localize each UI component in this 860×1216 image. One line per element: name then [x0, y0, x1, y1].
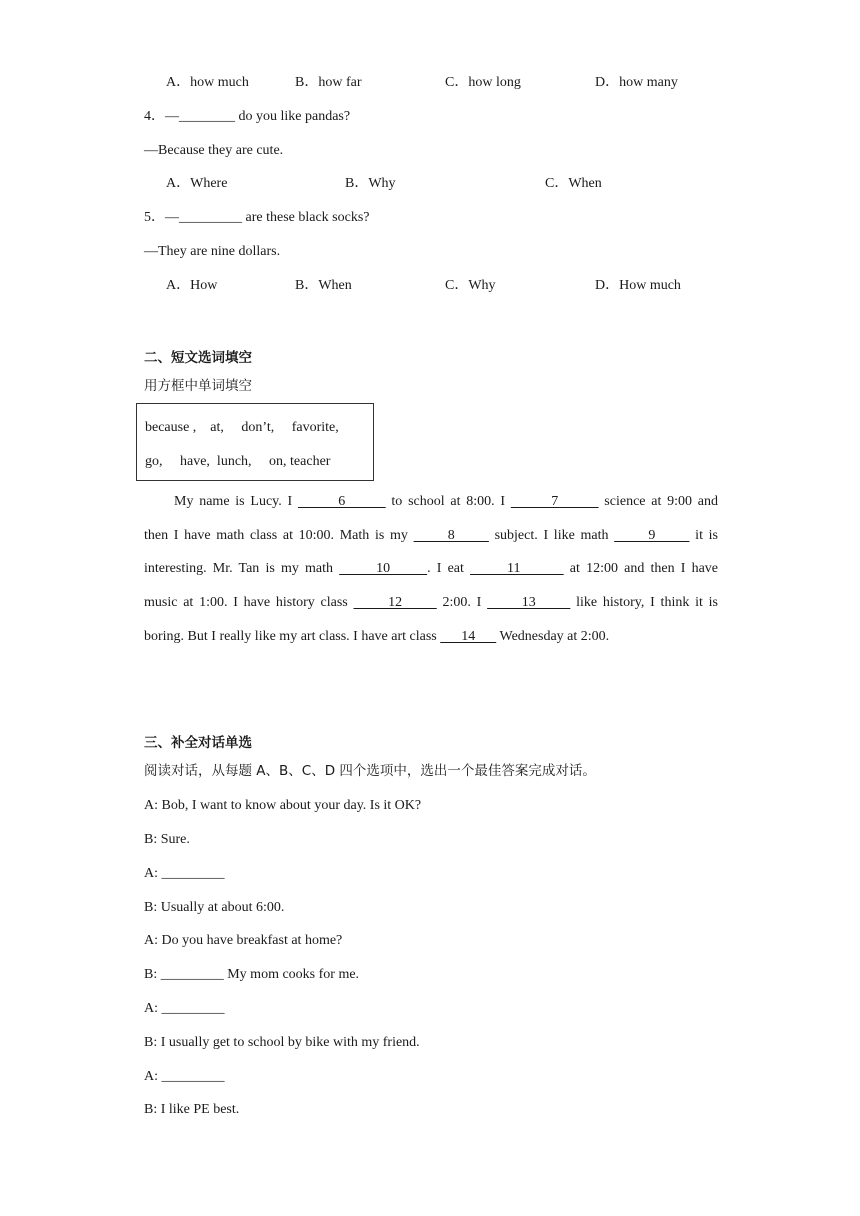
passage-text: it is — [689, 528, 718, 543]
q4-option-b[interactable]: B．Why — [345, 176, 396, 191]
passage-text: Wednesday at 2:00. — [496, 629, 610, 644]
blank-11[interactable]: 11 — [470, 561, 564, 576]
passage-text: at 12:00 and then I have — [563, 561, 719, 576]
q5-option-c[interactable]: C．Why — [445, 278, 496, 293]
q5-reply: —They are nine dollars. — [144, 244, 281, 259]
word-box-line-1: because , at, don’t, favorite, — [145, 420, 339, 435]
dialogue-line: A: Bob, I want to know about your day. Is it OK? — [144, 798, 422, 813]
blank-8[interactable]: 8 — [413, 528, 489, 543]
passage-text: science at 9:00 and — [598, 494, 719, 509]
passage-text: interesting. Mr. Tan is my math — [144, 561, 340, 576]
passage-text: 2:00. I — [436, 595, 488, 610]
section-3-instruction: 阅读对话，从每题 A、B、C、D 四个选项中，选出一个最佳答案完成对话。 — [144, 763, 596, 779]
blank-14[interactable]: 14 — [440, 629, 497, 644]
passage-text: then I have math class at 10:00. Math is my — [144, 528, 414, 543]
q5-option-a[interactable]: A．How — [166, 278, 218, 293]
passage-line-4 — [144, 594, 718, 612]
word-box — [136, 403, 374, 481]
word-box-line-2: go, have, lunch, on, teacher — [145, 454, 331, 469]
dialogue-line-blank[interactable]: A: _________ — [144, 1069, 225, 1084]
blank-10[interactable]: 10 — [339, 561, 428, 576]
q4-stem: 4．—________ do you like pandas? — [144, 109, 351, 124]
passage-text: to school at 8:00. I — [385, 494, 511, 509]
q3-option-a[interactable]: A．how much — [166, 75, 249, 90]
section-2-instruction: 用方框中单词填空 — [144, 378, 252, 394]
blank-6[interactable]: 6 — [297, 494, 386, 509]
passage-text: boring. But I really like my art class. I have art class — [144, 629, 441, 644]
q4-option-c[interactable]: C．When — [545, 176, 602, 191]
passage-line-1 — [144, 493, 718, 511]
q3-option-d[interactable]: D．how many — [595, 75, 678, 90]
blank-7[interactable]: 7 — [510, 494, 599, 509]
q5-option-b[interactable]: B．When — [295, 278, 352, 293]
passage-text: My name is Lucy. I — [174, 494, 298, 509]
dialogue-line: B: I usually get to school by bike with my friend. — [144, 1035, 420, 1050]
q4-option-a[interactable]: A．Where — [166, 176, 228, 191]
passage-text: like history, I think it is — [570, 595, 718, 610]
passage-line-5 — [144, 628, 718, 646]
dialogue-line-blank[interactable]: A: _________ — [144, 1001, 225, 1016]
dialogue-line: A: Do you have breakfast at home? — [144, 933, 343, 948]
passage-text: . I eat — [427, 561, 471, 576]
q3-option-c[interactable]: C．how long — [445, 75, 521, 90]
passage-line-3 — [144, 560, 718, 578]
blank-9[interactable]: 9 — [614, 528, 690, 543]
q3-option-b[interactable]: B．how far — [295, 75, 362, 90]
passage-text: subject. I like math — [488, 528, 615, 543]
dialogue-line-blank[interactable]: A: _________ — [144, 866, 225, 881]
q5-stem: 5．—_________ are these black socks? — [144, 210, 370, 225]
dialogue-line: B: I like PE best. — [144, 1102, 240, 1117]
q5-option-d[interactable]: D．How much — [595, 278, 681, 293]
section-3-heading: 三、补全对话单选 — [144, 735, 252, 751]
dialogue-line-blank[interactable]: B: _________ My mom cooks for me. — [144, 967, 360, 982]
section-2-heading: 二、短文选词填空 — [144, 350, 252, 366]
blank-13[interactable]: 13 — [487, 595, 571, 610]
blank-12[interactable]: 12 — [353, 595, 437, 610]
dialogue-line: B: Sure. — [144, 832, 190, 847]
dialogue-line: B: Usually at about 6:00. — [144, 900, 285, 915]
passage-text: music at 1:00. I have history class — [144, 595, 354, 610]
passage-line-2 — [144, 527, 718, 545]
q4-reply: —Because they are cute. — [144, 143, 284, 158]
